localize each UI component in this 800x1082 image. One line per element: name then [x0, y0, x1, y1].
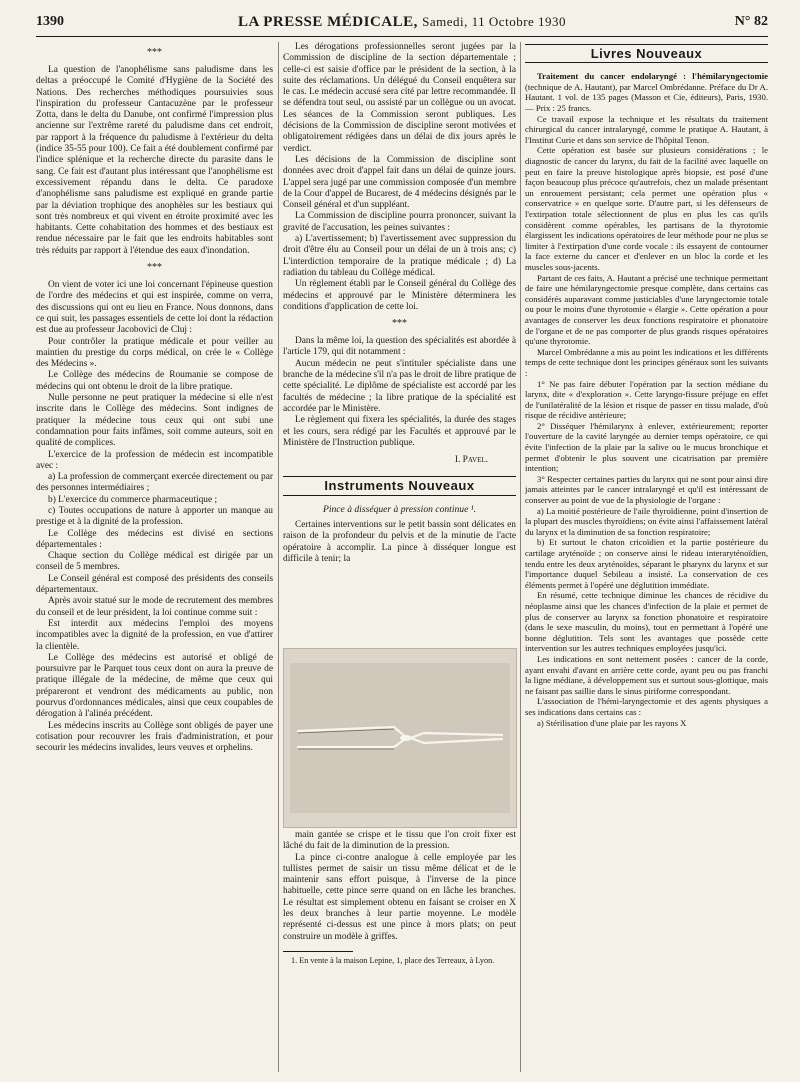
paragraph: Dans la même loi, la question des spécialités est abordée à l'article 179, qui dit notamment : [283, 336, 516, 358]
author-signature: I. Pavel. [454, 455, 488, 466]
article-subtitle: Pince à disséquer à pression continue ¹. [322, 503, 477, 515]
journal-name: LA PRESSE MÉDICALE, [237, 14, 418, 30]
section-separator: *** [147, 262, 162, 274]
paragraph: a) L'avertissement; b) l'avertissement avec suppression du droit d'être élu au Conseil pour un délai de un à trois ans; c) L'interdiction temporaire de la pratique médicale ; d) La radiation du tableau du Collège médical. [283, 234, 516, 278]
paragraph: La pince ci-contre analogue à celle employée par les tullistes permet de saisir un tissu même délicat et de le maintenir sans effort puisque, à l'inverse de la pince habituelle, cette pince serre quand on en lâche les branches. Le résultat est simplement obtenu en faisant se croiser en X les deux branches à leur partie moyenne. Le modèle représenté ci-dessus est une pince à mors plats; on peut construire un modèle à griffes. [283, 852, 516, 942]
paragraph: Partant de ces faits, A. Hautant a précisé une technique permettant de faire une hémilaryngectomie presque complète, dans certains cas considérés auparavant comme justiciables d'une laryngectomie totale ou pour le moins d'une thyrotomie « élargie ». Cette opération a pour avantages de conserver les deux fonctions respiratoire et phonatoire de l'organe et de ne pas comporter de plus grands risques opératoires qu'une thyrotomie. [525, 272, 768, 347]
paragraph: Les indications en sont nettement posées : cancer de la corde, ayant envahi d'avant en arrière cette corde, ayant peu ou pas franchi la ligne médiane, à développement sus et surtout sous-glottique, mais ne faisant pas saillie dans le sinus piriforme correspondant. [525, 653, 768, 696]
paragraph: Les médecins inscrits au Collège sont obligés de payer une cotisation pour recouvrer les frais d'administration, et pour secourir les médecins invalides, leurs veuves et orphelins. [36, 720, 273, 754]
paragraph: 3° Respecter certaines parties du larynx qui ne sont pour ainsi dire jamais atteintes par le cancer intralaryngé et qu'il est intéressant de conserver au point de vue de la physiologie de l'organe : [525, 473, 768, 506]
book-title: Traitement du cancer endolaryngé : l'hémilaryngectomie [537, 71, 768, 82]
paragraph: 2° Disséquer l'hémilarynx à enlever, extérieurement; reporter l'ouverture de la cavité laryngée au dernier temps opératoire, ce qui évite l'infection de la plaie par la salive ou le mucus bronchique et permet d'obtenir le plus souvent une cicatrisation par première intention; [525, 420, 768, 474]
paragraph: La question de l'anophélisme sans paludisme dans les deltas a préoccupé le Comité d'Hygiène de la Société des Nations. Des recherches méthodiques poursuivies sous l'inspiration du professeur Cantacuzène par le professeur Zotta, dans le delta du Danube, ont confirmé l'impression plus ancienne sur l'extrême rareté du paludisme dans cet endroit, par rapport à la fréquence du paludisme à l'extérieur du delta (indice 35-55 pour 100). Ce fait a été doublement confirmé par l'indice splénique et la recherche directe du parasite dans le sang. Ce fait est d'autant plus intéressant que l'anophélisme est excessivement répandu dans le delta. Ce paradoxe d'anophélisme sans paludisme est expliqué en grande partie par la déviation trophique des anophèles sur les bestiaux qui sont très nombreux et qui vivent en étroite proximité avec les habitants. Cette cohabitation des hommes et des bestiaux est rendue nécessaire par le fait que les endroits habitables sont très réduits par rapport à l'étendue des eaux d'inondation. [36, 65, 273, 256]
forceps-illustration [283, 648, 517, 828]
column-3 [525, 42, 768, 1072]
paragraph: Les dérogations professionnelles seront jugées par la Commission de discipline de la section départementale ; celle-ci est saisie d'office par le président de la section, à la suite des réclamations. Un délégué du Conseil enquêtera sur le cas. Le médecin accusé sera cité par lettre recommandée. Il se défendra tout seul, ou assisté par un collègue ou un avocat. Les séances de la Commission seront publiques. Les décisions de la Commission de discipline seront motivées et obligatoirement rédigées dans un délai de dix jours après le verdict. [283, 42, 516, 154]
paragraph: Aucun médecin ne peut s'intituler spécialiste dans une branche de la médecine s'il n'a pas le droit de libre pratique de cette spécialité. Le diplôme de spécialiste est accordé par les facultés de médecine ; la libre pratique de la spécialité est accordée par le Ministère. [283, 358, 516, 414]
paragraph: La Commission de discipline pourra prononcer, suivant la gravité de l'accusation, les peines suivantes : [283, 211, 516, 233]
section-separator: *** [147, 47, 162, 58]
paragraph: Ce travail expose la technique et les résultats du traitement chirurgical du cancer intralaryngé, comme le pratique A. Hautant, à l'Institut Curie et dans son service de l'hôpital Tenon. [525, 113, 768, 145]
paragraph: a) Stérilisation d'une plaie par les rayons X [537, 717, 687, 728]
paragraph: c) Toutes occupations de nature à apporter un manque au prestige et à la dignité de la profession. [36, 505, 273, 528]
paragraph: main gantée se crispe et le tissu que l'on croit fixer est lâché du fait de la diminution de la pression. [283, 830, 516, 852]
paragraph: b) Et surtout le chaton cricoïdien et la partie postérieure du cartilage aryténoïde ; on conserve ainsi le rideau interaryténoïdien, tendu entre les deux aryténoïdes, séparant le pharynx du larynx et sur l'importance duquel Sebileau a insisté. La conservation de ces éléments permet à l'opéré une déglutition immédiate. [525, 537, 768, 590]
paragraph: Cette opération est basée sur plusieurs considérations ; le diagnostic de cancer du larynx, du fait de la facilité avec laquelle on peut en faire la preuve histologique après biopsie, est posé d'une façon beaucoup plus précoce qu'autrefois, chez un malade présentant un enrouement persistant; cela permet une opération plus « conservatrice » en quelque sorte. D'autre part, si les défenseurs de l'extirpation totale sélectionnent de plus en plus les cas qu'ils considèrent comme opérables, les partisans de la thyrotomie élargissent les indications opératoires de leur méthode pour ne plus se limiter à l'extirpation d'une corde vocale : ils essayent de contourner la face externe du cancer et d'enlever en un bloc la corde et les muscles sous-jacents. [525, 145, 768, 272]
paragraph: Le Collège des médecins de Roumanie se compose de médecins qui ont obtenu le droit de la libre pratique. [36, 370, 273, 392]
footnote-divider [283, 951, 353, 952]
paragraph: En résumé, cette technique diminue les chances de récidive du néoplasme ainsi que les chances d'infection de la plaie et permet de plus de conserver au larynx sa fonction phonatoire et respiratoire (dans le sexe masculin, du moins), tout en permettant à l'opéré une bonne déglutition. Tels sont les avantages que possède cette intervention sur les autres techniques employées jusqu'ici. [525, 590, 768, 654]
issue-number: N° 82 [734, 14, 768, 29]
column-divider [520, 42, 521, 1072]
page-number: 1390 [36, 14, 64, 29]
column-2-continued [283, 830, 516, 966]
paragraph: Le Conseil général est composé des présidents des conseils départementaux. [36, 573, 273, 596]
paragraph: Pour contrôler la pratique médicale et pour veiller au maintien du prestige du corps médical, on crée le « Collège des Médecins ». [36, 336, 273, 370]
paragraph: Les décisions de la Commission de discipline sont données avec droit d'appel fait dans un délai de quinze jours. L'appel sera jugé par une commission composée d'un membre de la Cour d'appel de Bucarest, de 4 médecins désignés par le Conseil général et d'un suppléant. [283, 154, 516, 211]
paragraph: Marcel Ombrédanne a mis au point les indications et les différents temps de cette technique dont les principes généraux sont les suivants : [525, 346, 768, 378]
paragraph: L'exercice de la profession de médecin est incompatible avec : [36, 449, 273, 471]
paragraph: L'association de l'hémi-laryngectomie et des agents physiques a ses indications dans certains cas : [525, 696, 768, 717]
column-1 [36, 42, 273, 1072]
section-title-instruments: Instruments Nouveaux [283, 476, 516, 495]
paragraph: On vient de voter ici une loi concernant l'épineuse question de l'ordre des médecins et qui est inspirée, comme on verra, des discussions qui ont eu lieu en France. Nous donnons, dans ce qui suit, les passages essentiels de cette loi dont la rédaction est due au professeur Jacobovici de Cluj : [36, 280, 273, 336]
paragraph: Un règlement établi par le Conseil général du Collège des médecins et approuvé par le Ministère déterminera les conditions d'application de cette loi. [283, 279, 516, 312]
paragraph: Nulle personne ne peut pratiquer la médecine si elle n'est inscrite dans le Collège des médecins. Sont indignes de pratiquer la médecine tous ceux qui ont subi une condamnation pour faits infâmes, soit comme auteurs, soit en qualité de complices. [36, 393, 273, 449]
paragraph: Le règlement qui fixera les spécialités, la durée des stages et les cours, sera rédigé par les Facultés et approuvé par le Ministère de l'Instruction publique. [283, 415, 516, 448]
section-title-livres: Livres Nouveaux [525, 44, 768, 63]
paragraph: Certaines interventions sur le petit bassin sont délicates en raison de la profondeur du pelvis et de la minutie de l'acte opératoire à accomplir. La pince à disséquer longue est difficile à tenir; la [283, 519, 516, 564]
paragraph: Après avoir statué sur le mode de recrutement des membres du conseil et de leur président, la loi continue comme suit : [36, 596, 273, 618]
book-meta: (technique de A. Hautant), par Marcel Ombrédanne. Préface du Dr A. Hautant. 1 vol. de 135 pages (Masson et Cie, éditeurs), Paris, 1930. — Prix : 25 francs. [525, 81, 768, 114]
issue-date: Samedi, 11 Octobre 1930 [422, 14, 567, 29]
masthead [36, 14, 768, 31]
paragraph: Est interdit aux médecins l'emploi des moyens incompatibles avec la dignité de la profession, en vue d'attirer la clientèle. [36, 618, 273, 652]
paragraph: a) La moitié postérieure de l'aile thyroïdienne, point d'insertion de la plupart des muscles thyroïdiens; on évite ainsi l'affaissement latéral du larynx et la diminution de sa fonction respiratoire; [525, 505, 768, 537]
forceps-drawing [284, 649, 516, 827]
page-header [36, 12, 768, 37]
section-separator: *** [392, 318, 407, 330]
paragraph: Le Collège des médecins est autorisé et obligé de poursuivre par le Parquet tous ceux dont on aura la preuve de pratique illégale de la médecine, de même que ceux qui prépareront et vendront des médicaments au public, non pourvus d'ordonnances médicales, ainsi que ceux coupables de dérogation à l'alinéa précédent. [36, 652, 273, 720]
column-divider [278, 42, 279, 1072]
footnote: 1. En vente à la maison Lepine, 1, place des Terreaux, à Lyon. [291, 955, 495, 965]
paragraph: a) La profession de commerçant exercée directement ou par des personnes intermédiaires ; [36, 472, 273, 494]
book-reference [525, 71, 768, 113]
paragraph: b) L'exercice du commerce pharmaceutique ; [48, 494, 218, 505]
paragraph: Chaque section du Collège médical est dirigée par un conseil de 5 membres. [36, 551, 273, 573]
paragraph: 1° Ne pas faire débuter l'opération par la section médiane du larynx, dite « d'exploration ». Cette laryngo-fissure préjuge en effet de l'unilatéralité de la lésion et risque de passer en tissu malade, d'où risque de récidive antérieure; [525, 378, 768, 421]
paragraph: Le Collège des médecins est divisé en sections départementales : [36, 528, 273, 550]
